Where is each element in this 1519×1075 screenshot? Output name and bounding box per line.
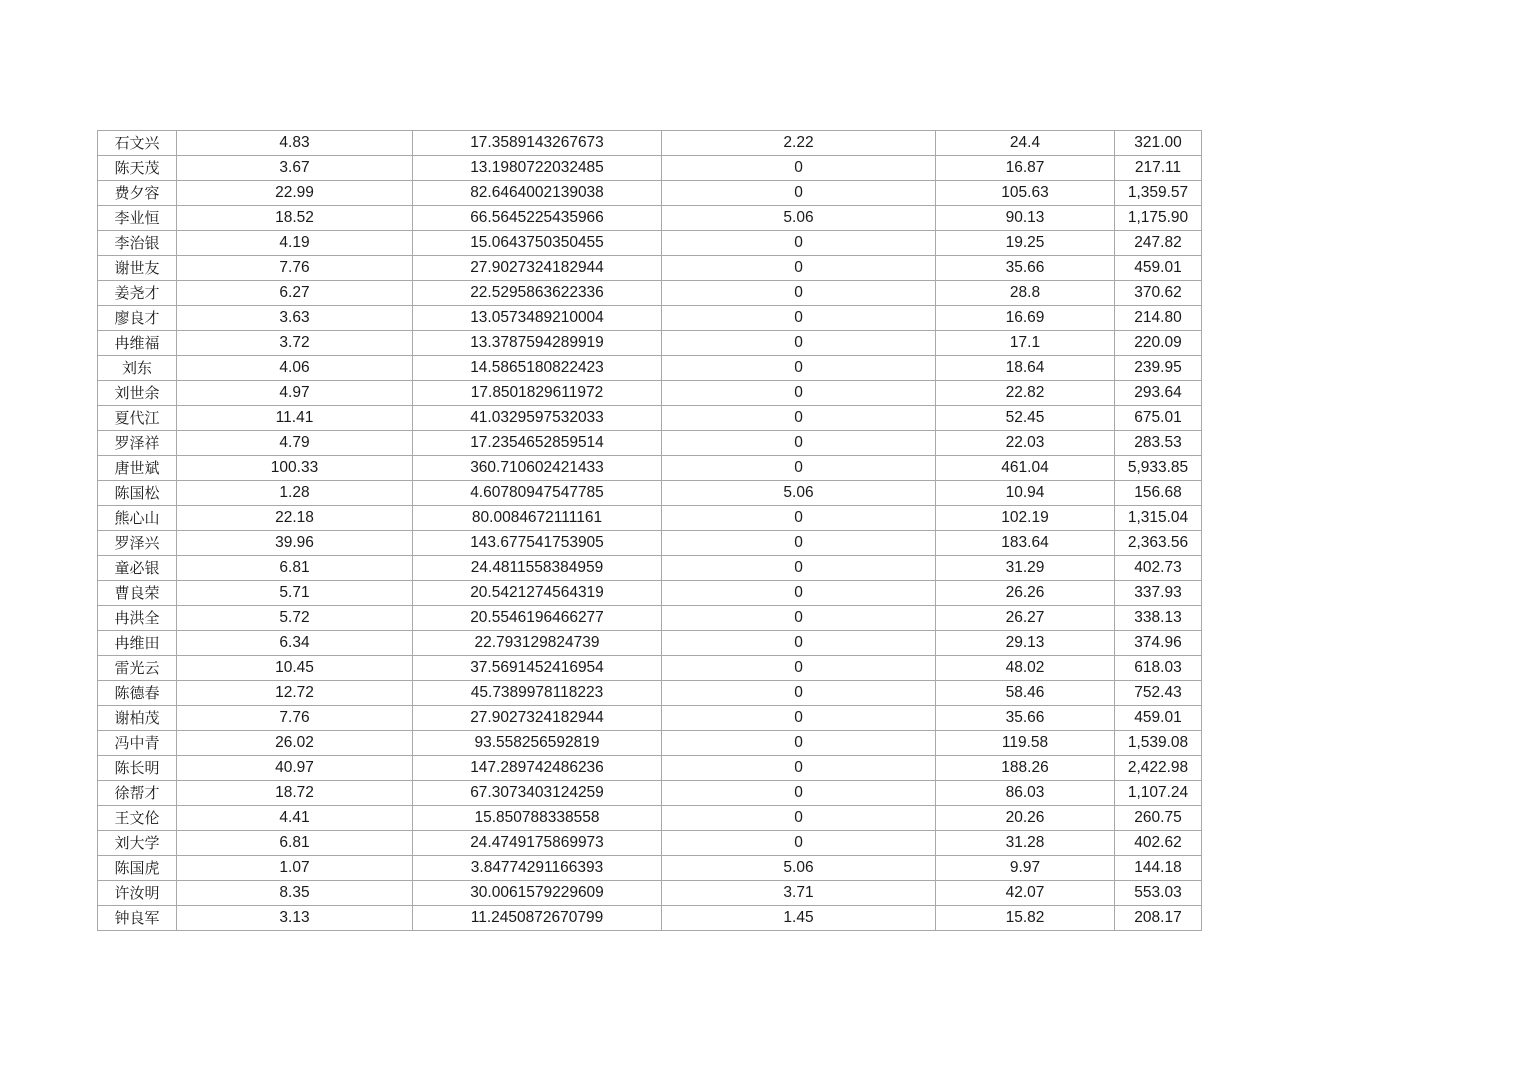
name-cell: 陈国虎 bbox=[98, 856, 177, 881]
value-cell-3: 0 bbox=[662, 356, 936, 381]
amount-cell: 338.13 bbox=[1115, 606, 1202, 631]
table-row bbox=[98, 881, 1202, 906]
value-cell-2: 20.5546196466277 bbox=[413, 606, 662, 631]
value-cell-1: 1.07 bbox=[177, 856, 413, 881]
value-cell-1: 8.35 bbox=[177, 881, 413, 906]
value-cell-2: 13.0573489210004 bbox=[413, 306, 662, 331]
value-cell-4: 26.26 bbox=[936, 581, 1115, 606]
value-cell-3: 0 bbox=[662, 431, 936, 456]
value-cell-1: 6.81 bbox=[177, 556, 413, 581]
table-row bbox=[98, 131, 1202, 156]
value-cell-3: 0 bbox=[662, 456, 936, 481]
value-cell-2: 27.9027324182944 bbox=[413, 706, 662, 731]
value-cell-1: 22.18 bbox=[177, 506, 413, 531]
value-cell-4: 58.46 bbox=[936, 681, 1115, 706]
name-cell: 童必银 bbox=[98, 556, 177, 581]
table-row bbox=[98, 256, 1202, 281]
table-row bbox=[98, 781, 1202, 806]
value-cell-3: 0 bbox=[662, 706, 936, 731]
table-row bbox=[98, 756, 1202, 781]
value-cell-1: 6.81 bbox=[177, 831, 413, 856]
value-cell-3: 0 bbox=[662, 181, 936, 206]
value-cell-3: 2.22 bbox=[662, 131, 936, 156]
value-cell-2: 37.5691452416954 bbox=[413, 656, 662, 681]
value-cell-3: 0 bbox=[662, 581, 936, 606]
value-cell-3: 0 bbox=[662, 606, 936, 631]
value-cell-3: 0 bbox=[662, 231, 936, 256]
value-cell-2: 11.2450872670799 bbox=[413, 906, 662, 931]
value-cell-2: 41.0329597532033 bbox=[413, 406, 662, 431]
value-cell-1: 26.02 bbox=[177, 731, 413, 756]
amount-cell: 1,539.08 bbox=[1115, 731, 1202, 756]
value-cell-3: 0 bbox=[662, 731, 936, 756]
value-cell-2: 22.5295863622336 bbox=[413, 281, 662, 306]
value-cell-2: 13.1980722032485 bbox=[413, 156, 662, 181]
value-cell-1: 3.67 bbox=[177, 156, 413, 181]
value-cell-4: 35.66 bbox=[936, 256, 1115, 281]
value-cell-4: 22.03 bbox=[936, 431, 1115, 456]
value-cell-4: 183.64 bbox=[936, 531, 1115, 556]
table-row bbox=[98, 731, 1202, 756]
value-cell-1: 18.72 bbox=[177, 781, 413, 806]
amount-cell: 5,933.85 bbox=[1115, 456, 1202, 481]
value-cell-4: 19.25 bbox=[936, 231, 1115, 256]
name-cell: 冯中青 bbox=[98, 731, 177, 756]
value-cell-4: 22.82 bbox=[936, 381, 1115, 406]
table-row bbox=[98, 531, 1202, 556]
value-cell-3: 0 bbox=[662, 556, 936, 581]
amount-cell: 752.43 bbox=[1115, 681, 1202, 706]
table-row bbox=[98, 506, 1202, 531]
value-cell-2: 45.7389978118223 bbox=[413, 681, 662, 706]
name-cell: 陈长明 bbox=[98, 756, 177, 781]
value-cell-4: 18.64 bbox=[936, 356, 1115, 381]
value-cell-3: 0 bbox=[662, 256, 936, 281]
value-cell-1: 4.79 bbox=[177, 431, 413, 456]
value-cell-1: 5.72 bbox=[177, 606, 413, 631]
value-cell-1: 4.19 bbox=[177, 231, 413, 256]
table-row bbox=[98, 481, 1202, 506]
value-cell-1: 3.63 bbox=[177, 306, 413, 331]
amount-cell: 370.62 bbox=[1115, 281, 1202, 306]
value-cell-1: 18.52 bbox=[177, 206, 413, 231]
value-cell-1: 4.06 bbox=[177, 356, 413, 381]
value-cell-2: 66.5645225435966 bbox=[413, 206, 662, 231]
amount-cell: 293.64 bbox=[1115, 381, 1202, 406]
data-table bbox=[97, 130, 1202, 931]
name-cell: 谢世友 bbox=[98, 256, 177, 281]
value-cell-1: 3.13 bbox=[177, 906, 413, 931]
table-row bbox=[98, 381, 1202, 406]
value-cell-4: 42.07 bbox=[936, 881, 1115, 906]
name-cell: 陈德春 bbox=[98, 681, 177, 706]
table-row bbox=[98, 231, 1202, 256]
table-row bbox=[98, 681, 1202, 706]
name-cell: 罗泽兴 bbox=[98, 531, 177, 556]
table-row bbox=[98, 706, 1202, 731]
name-cell: 许汝明 bbox=[98, 881, 177, 906]
name-cell: 冉维福 bbox=[98, 331, 177, 356]
spreadsheet bbox=[97, 130, 1202, 931]
value-cell-2: 360.710602421433 bbox=[413, 456, 662, 481]
table-row bbox=[98, 431, 1202, 456]
value-cell-3: 0 bbox=[662, 631, 936, 656]
value-cell-3: 0 bbox=[662, 531, 936, 556]
name-cell: 刘世余 bbox=[98, 381, 177, 406]
value-cell-2: 3.84774291166393 bbox=[413, 856, 662, 881]
value-cell-2: 80.0084672111161 bbox=[413, 506, 662, 531]
table-row bbox=[98, 606, 1202, 631]
name-cell: 钟良军 bbox=[98, 906, 177, 931]
value-cell-1: 22.99 bbox=[177, 181, 413, 206]
value-cell-4: 28.8 bbox=[936, 281, 1115, 306]
name-cell: 罗泽祥 bbox=[98, 431, 177, 456]
value-cell-4: 35.66 bbox=[936, 706, 1115, 731]
name-cell: 夏代江 bbox=[98, 406, 177, 431]
name-cell: 费夕容 bbox=[98, 181, 177, 206]
amount-cell: 156.68 bbox=[1115, 481, 1202, 506]
value-cell-3: 0 bbox=[662, 756, 936, 781]
value-cell-1: 4.97 bbox=[177, 381, 413, 406]
value-cell-3: 0 bbox=[662, 156, 936, 181]
value-cell-1: 40.97 bbox=[177, 756, 413, 781]
value-cell-4: 188.26 bbox=[936, 756, 1115, 781]
value-cell-1: 1.28 bbox=[177, 481, 413, 506]
amount-cell: 374.96 bbox=[1115, 631, 1202, 656]
amount-cell: 217.11 bbox=[1115, 156, 1202, 181]
amount-cell: 459.01 bbox=[1115, 706, 1202, 731]
name-cell: 熊心山 bbox=[98, 506, 177, 531]
table-row bbox=[98, 356, 1202, 381]
value-cell-3: 1.45 bbox=[662, 906, 936, 931]
name-cell: 冉维田 bbox=[98, 631, 177, 656]
amount-cell: 283.53 bbox=[1115, 431, 1202, 456]
amount-cell: 247.82 bbox=[1115, 231, 1202, 256]
value-cell-2: 15.0643750350455 bbox=[413, 231, 662, 256]
name-cell: 陈天茂 bbox=[98, 156, 177, 181]
value-cell-2: 4.60780947547785 bbox=[413, 481, 662, 506]
value-cell-2: 27.9027324182944 bbox=[413, 256, 662, 281]
name-cell: 徐帮才 bbox=[98, 781, 177, 806]
value-cell-3: 5.06 bbox=[662, 206, 936, 231]
amount-cell: 2,422.98 bbox=[1115, 756, 1202, 781]
value-cell-2: 24.4749175869973 bbox=[413, 831, 662, 856]
value-cell-4: 86.03 bbox=[936, 781, 1115, 806]
value-cell-2: 30.0061579229609 bbox=[413, 881, 662, 906]
name-cell: 李业恒 bbox=[98, 206, 177, 231]
value-cell-3: 0 bbox=[662, 331, 936, 356]
amount-cell: 402.73 bbox=[1115, 556, 1202, 581]
value-cell-2: 14.5865180822423 bbox=[413, 356, 662, 381]
name-cell: 唐世斌 bbox=[98, 456, 177, 481]
table-row bbox=[98, 206, 1202, 231]
table-row bbox=[98, 281, 1202, 306]
table-row bbox=[98, 906, 1202, 931]
table-row bbox=[98, 456, 1202, 481]
table-row bbox=[98, 581, 1202, 606]
name-cell: 刘大学 bbox=[98, 831, 177, 856]
name-cell: 曹良荣 bbox=[98, 581, 177, 606]
value-cell-3: 0 bbox=[662, 281, 936, 306]
amount-cell: 144.18 bbox=[1115, 856, 1202, 881]
amount-cell: 239.95 bbox=[1115, 356, 1202, 381]
value-cell-4: 17.1 bbox=[936, 331, 1115, 356]
value-cell-4: 20.26 bbox=[936, 806, 1115, 831]
table-body bbox=[98, 131, 1202, 931]
name-cell: 李治银 bbox=[98, 231, 177, 256]
value-cell-1: 11.41 bbox=[177, 406, 413, 431]
table-row bbox=[98, 406, 1202, 431]
value-cell-1: 10.45 bbox=[177, 656, 413, 681]
value-cell-3: 0 bbox=[662, 781, 936, 806]
value-cell-4: 29.13 bbox=[936, 631, 1115, 656]
value-cell-4: 48.02 bbox=[936, 656, 1115, 681]
table-row bbox=[98, 156, 1202, 181]
amount-cell: 1,107.24 bbox=[1115, 781, 1202, 806]
amount-cell: 321.00 bbox=[1115, 131, 1202, 156]
name-cell: 冉洪全 bbox=[98, 606, 177, 631]
value-cell-1: 4.83 bbox=[177, 131, 413, 156]
name-cell: 廖良才 bbox=[98, 306, 177, 331]
value-cell-4: 9.97 bbox=[936, 856, 1115, 881]
value-cell-1: 7.76 bbox=[177, 256, 413, 281]
value-cell-2: 17.2354652859514 bbox=[413, 431, 662, 456]
table-row bbox=[98, 556, 1202, 581]
value-cell-1: 3.72 bbox=[177, 331, 413, 356]
value-cell-4: 24.4 bbox=[936, 131, 1115, 156]
amount-cell: 2,363.56 bbox=[1115, 531, 1202, 556]
value-cell-3: 0 bbox=[662, 681, 936, 706]
amount-cell: 459.01 bbox=[1115, 256, 1202, 281]
name-cell: 陈国松 bbox=[98, 481, 177, 506]
value-cell-2: 15.850788338558 bbox=[413, 806, 662, 831]
value-cell-4: 102.19 bbox=[936, 506, 1115, 531]
value-cell-1: 12.72 bbox=[177, 681, 413, 706]
value-cell-2: 13.3787594289919 bbox=[413, 331, 662, 356]
amount-cell: 214.80 bbox=[1115, 306, 1202, 331]
amount-cell: 553.03 bbox=[1115, 881, 1202, 906]
value-cell-1: 5.71 bbox=[177, 581, 413, 606]
amount-cell: 337.93 bbox=[1115, 581, 1202, 606]
value-cell-2: 93.558256592819 bbox=[413, 731, 662, 756]
name-cell: 谢柏茂 bbox=[98, 706, 177, 731]
value-cell-1: 7.76 bbox=[177, 706, 413, 731]
value-cell-4: 461.04 bbox=[936, 456, 1115, 481]
value-cell-4: 16.69 bbox=[936, 306, 1115, 331]
value-cell-1: 6.27 bbox=[177, 281, 413, 306]
value-cell-4: 31.28 bbox=[936, 831, 1115, 856]
name-cell: 雷光云 bbox=[98, 656, 177, 681]
table-row bbox=[98, 181, 1202, 206]
table-row bbox=[98, 331, 1202, 356]
value-cell-1: 4.41 bbox=[177, 806, 413, 831]
table-row bbox=[98, 856, 1202, 881]
value-cell-3: 0 bbox=[662, 806, 936, 831]
value-cell-4: 119.58 bbox=[936, 731, 1115, 756]
value-cell-4: 10.94 bbox=[936, 481, 1115, 506]
amount-cell: 208.17 bbox=[1115, 906, 1202, 931]
value-cell-4: 16.87 bbox=[936, 156, 1115, 181]
value-cell-4: 90.13 bbox=[936, 206, 1115, 231]
name-cell: 刘东 bbox=[98, 356, 177, 381]
value-cell-2: 22.793129824739 bbox=[413, 631, 662, 656]
value-cell-3: 0 bbox=[662, 831, 936, 856]
amount-cell: 618.03 bbox=[1115, 656, 1202, 681]
value-cell-2: 17.3589143267673 bbox=[413, 131, 662, 156]
value-cell-2: 24.4811558384959 bbox=[413, 556, 662, 581]
value-cell-4: 15.82 bbox=[936, 906, 1115, 931]
value-cell-3: 0 bbox=[662, 506, 936, 531]
value-cell-2: 143.677541753905 bbox=[413, 531, 662, 556]
value-cell-3: 5.06 bbox=[662, 481, 936, 506]
name-cell: 姜尧才 bbox=[98, 281, 177, 306]
value-cell-3: 0 bbox=[662, 306, 936, 331]
value-cell-2: 20.5421274564319 bbox=[413, 581, 662, 606]
value-cell-3: 5.06 bbox=[662, 856, 936, 881]
amount-cell: 402.62 bbox=[1115, 831, 1202, 856]
name-cell: 王文伦 bbox=[98, 806, 177, 831]
value-cell-4: 52.45 bbox=[936, 406, 1115, 431]
table-row bbox=[98, 656, 1202, 681]
amount-cell: 220.09 bbox=[1115, 331, 1202, 356]
amount-cell: 1,175.90 bbox=[1115, 206, 1202, 231]
value-cell-1: 6.34 bbox=[177, 631, 413, 656]
amount-cell: 1,315.04 bbox=[1115, 506, 1202, 531]
value-cell-2: 147.289742486236 bbox=[413, 756, 662, 781]
value-cell-2: 17.8501829611972 bbox=[413, 381, 662, 406]
value-cell-4: 31.29 bbox=[936, 556, 1115, 581]
value-cell-2: 67.3073403124259 bbox=[413, 781, 662, 806]
value-cell-3: 0 bbox=[662, 656, 936, 681]
table-row bbox=[98, 806, 1202, 831]
amount-cell: 1,359.57 bbox=[1115, 181, 1202, 206]
table-row bbox=[98, 831, 1202, 856]
table-row bbox=[98, 306, 1202, 331]
amount-cell: 675.01 bbox=[1115, 406, 1202, 431]
value-cell-1: 100.33 bbox=[177, 456, 413, 481]
value-cell-3: 0 bbox=[662, 381, 936, 406]
value-cell-4: 105.63 bbox=[936, 181, 1115, 206]
value-cell-2: 82.6464002139038 bbox=[413, 181, 662, 206]
value-cell-3: 3.71 bbox=[662, 881, 936, 906]
value-cell-1: 39.96 bbox=[177, 531, 413, 556]
amount-cell: 260.75 bbox=[1115, 806, 1202, 831]
value-cell-3: 0 bbox=[662, 406, 936, 431]
value-cell-4: 26.27 bbox=[936, 606, 1115, 631]
name-cell: 石文兴 bbox=[98, 131, 177, 156]
table-row bbox=[98, 631, 1202, 656]
